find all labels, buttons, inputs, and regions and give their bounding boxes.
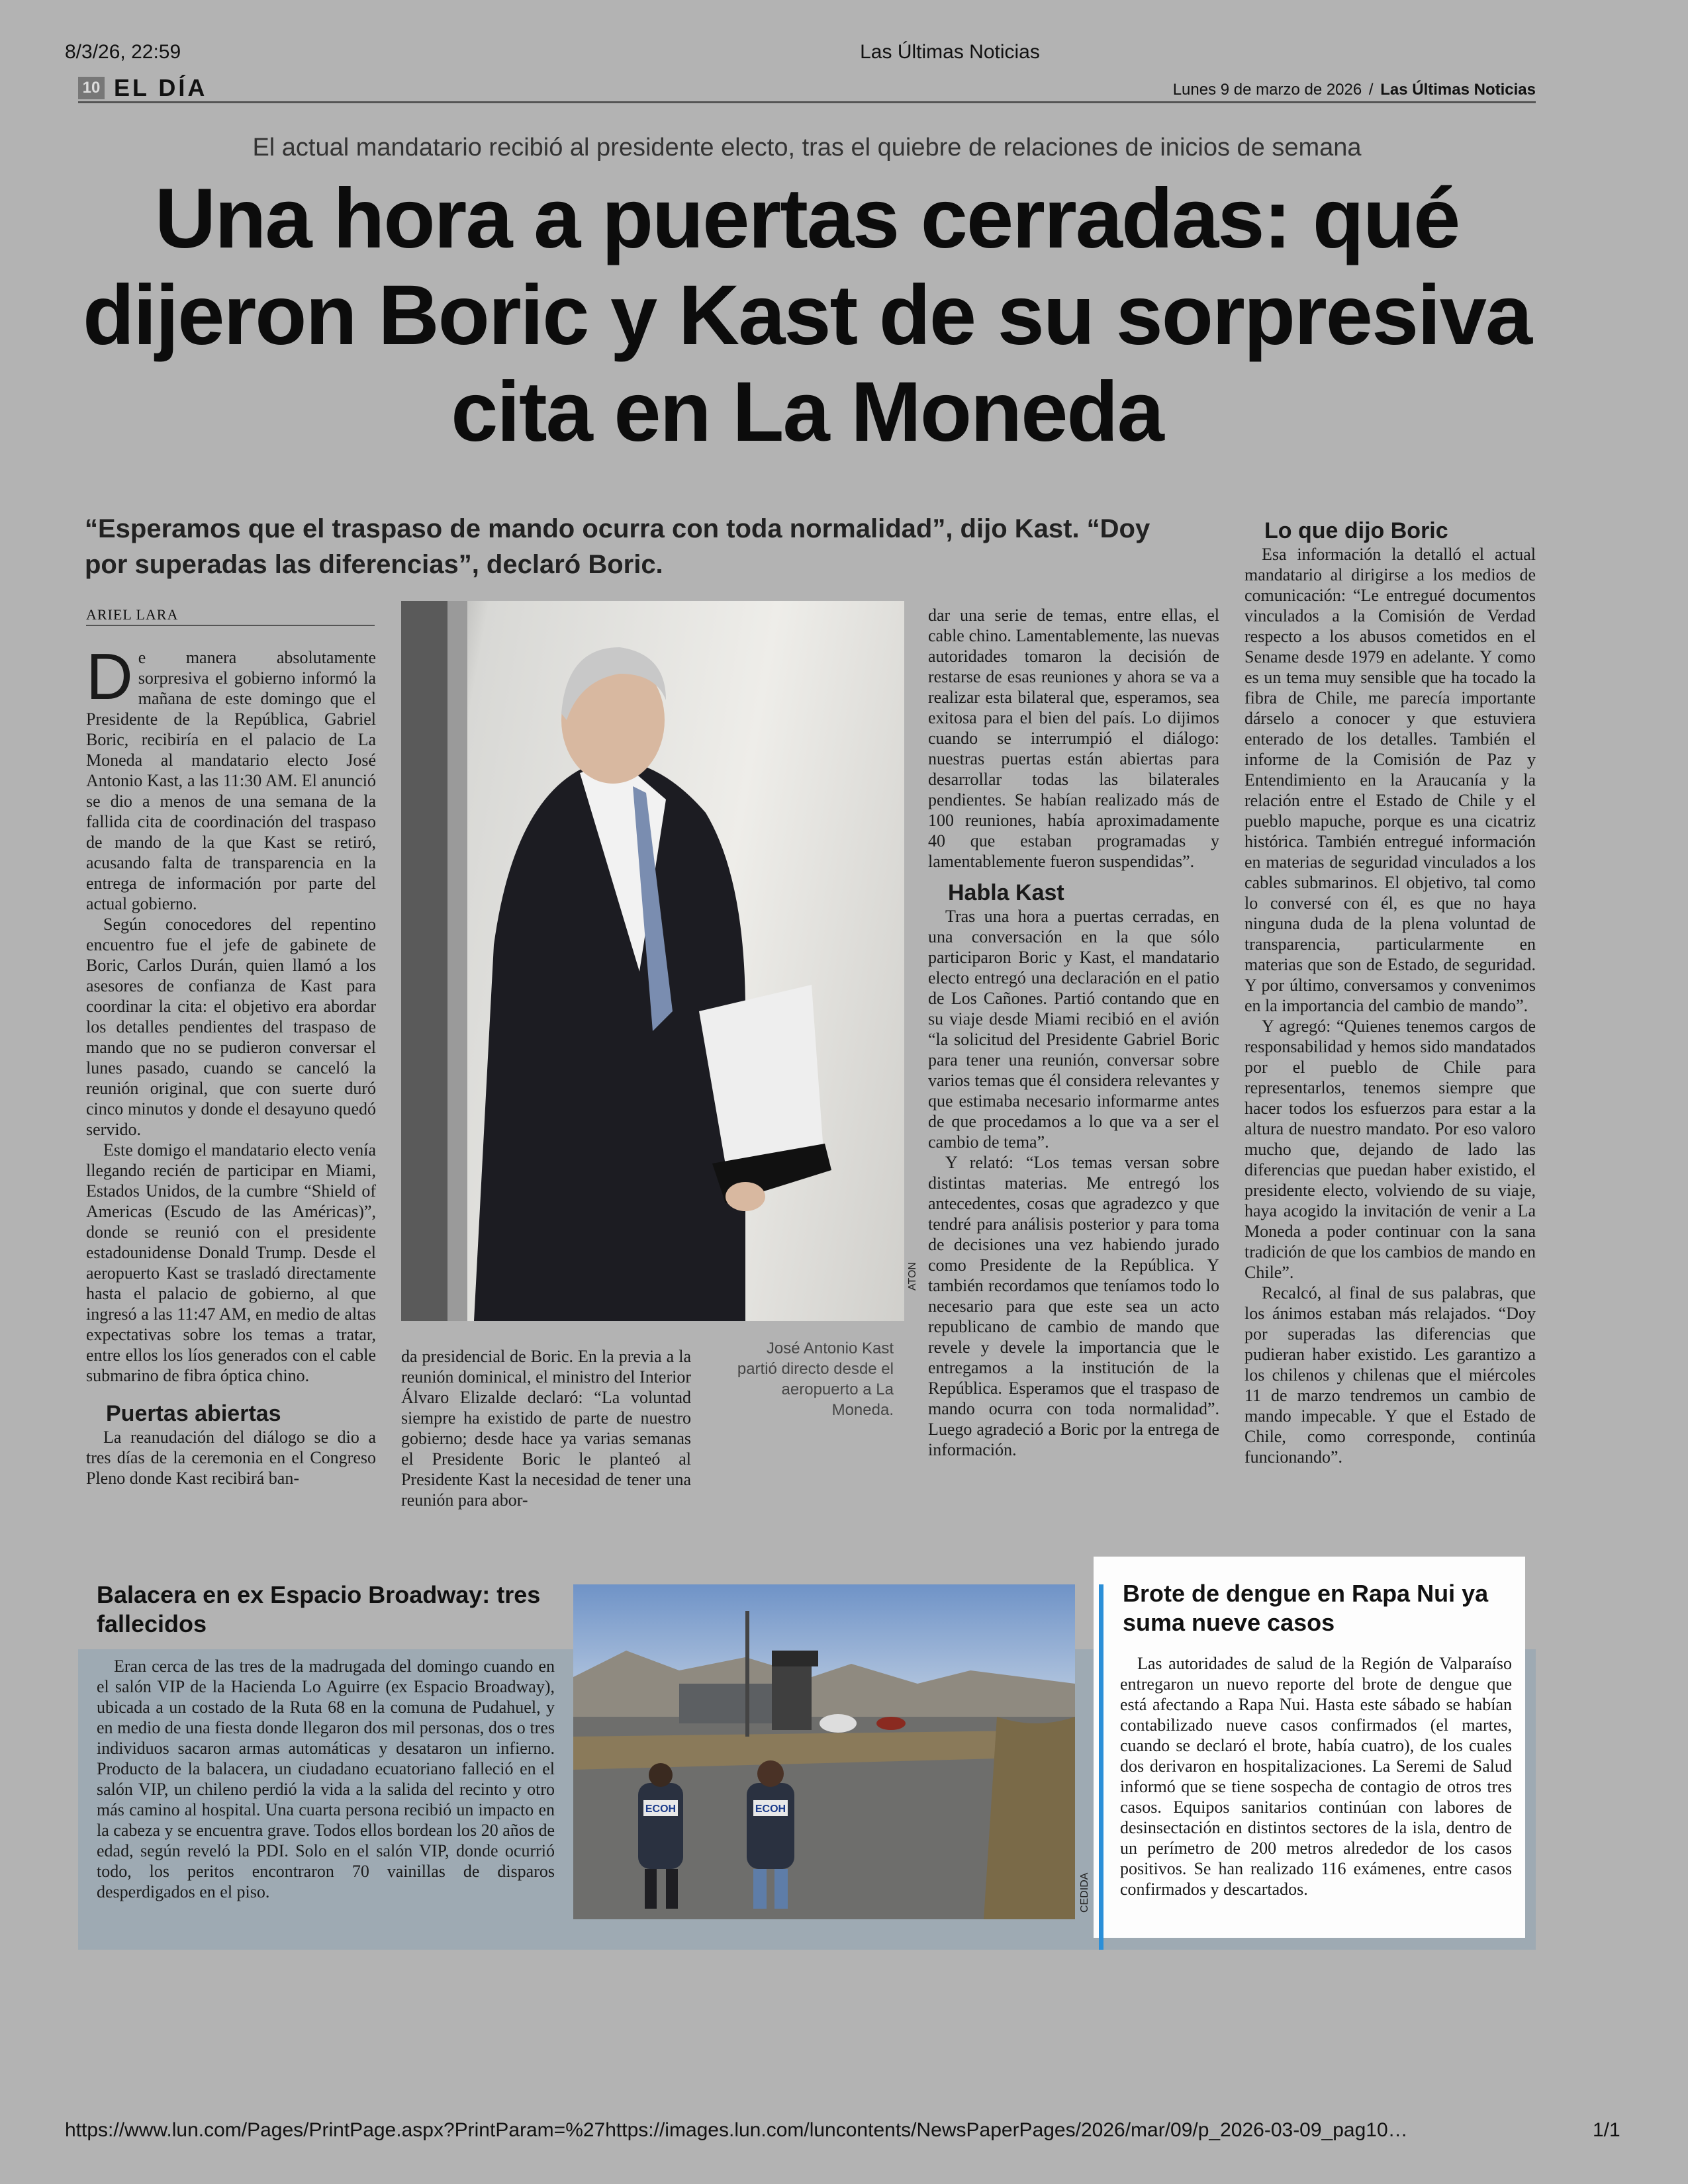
article-deck: “Esperamos que el traspaso de mando ocurra con toda normalidad”, dijo Kast. “Doy por superadas las diferencias”, declaró Boric. [85, 514, 1150, 579]
paragraph: dar una serie de temas, entre ellas, el cable chino. Lamentablemente, las nuevas autoridades tomaron la decisión de restarse de esas reuniones y ahora se va a realizar esta bilateral que, esperamos, sea exitosa para el bien del país. Lo dijimos cuando se interrumpió el diálogo: nuestras puertas están abiertas para desarrollar todas las bilaterales pendientes. Se habían realizado más de 100 reuniones, había aproximadamente 40 que estaban programadas y lamentablemente fueron suspendidas”. [928, 606, 1219, 871]
print-url: https://www.lun.com/Pages/PrintPage.aspx?PrintParam=%27https://images.lun.com/luncontents/NewsPaperPages/2026/mar/09/p_2026-03-09_pag10… [65, 2119, 1408, 2141]
brief-2-body: Las autoridades de salud de la Región de Valparaíso entregaron un nuevo reporte del brote de dengue que está afectando a Rapa Nui. Hasta este sábado se habían contabilizado nueve casos confirmados (el martes, cuando se declaró el brote, había cuatro), de los cuales dos derivaron en hospitalizaciones. La Seremi de Salud informó que se tiene sospecha de contagio de otros tres casos. Equipos sanitarios continúan con labores de desinsectación en distintos sectores de la isla, dentro de un perímetro de 200 metros alrededor de los casos positivos. Se han realizado 116 exámenes, entre casos confirmados y descartados. [1120, 1654, 1512, 1899]
brief-1-photo-credit: CEDIDA [1079, 1872, 1090, 1913]
photo-credit: ATON [907, 1262, 918, 1291]
brief-2-accent-bar [1099, 1584, 1103, 1950]
paragraph: Y agregó: “Quienes tenemos cargos de responsabilidad y hemos sido mandatados por el pueblo de Chile para representarlos, tenemos siempre que hacer todos los esfuerzos para estar a la altura de nuestro mandato. Por eso valoro mucho que, dejando de lado las diferencias que puedan haber existido, el presidente electo, volviendo de su viaje, haya acogido la invitación de venir a La Moneda a poder continuar con la sana tradición de que los cambios de mando en Chile”. [1244, 1017, 1536, 1282]
article-kicker: El actual mandatario recibió al presidente electo, tras el quiebre de relaciones de inicios de semana [252, 134, 1362, 161]
section-separator: / [1368, 81, 1374, 99]
byline-rule [86, 625, 375, 626]
dropcap: D [86, 640, 133, 713]
paragraph: Recalcó, al final de sus palabras, que los ánimos estaban más relajados. “Doy por superadas las diferencias que pudieran haber existido. Les garantizo a los chilenos y chilenas que el miércoles 11 de marzo tendremos un cambio de mando impecable. Y que el Estado de Chile, como corresponde, continúa funcionando”. [1244, 1283, 1536, 1467]
kast-photo-illustration [401, 601, 904, 1321]
crime-scene-illustration [573, 1584, 1075, 1919]
print-site-title: Las Últimas Noticias [860, 41, 1040, 63]
subhead-lo-que-dijo-boric: Lo que dijo Boric [1264, 518, 1448, 543]
paragraph: e manera absolutamente sorpresiva el gobierno informó la mañana de este domingo que el Presidente de la República, Gabriel Boric, recibiría en el palacio de La Moneda al mandatario electo José Antonio Kast, a las 11:30 AM. El anunció se dio a menos de una semana de la fallida cita de coordinación del traspaso de mando de la que Kast se retiró, acusando falta de transparencia en la entrega de información por parte del actual gobierno. [86, 648, 376, 913]
paragraph: da presidencial de Boric. En la previa a la reunión dominical, el ministro del Interior Álvaro Elizalde declaró: “La voluntad siempre ha existido de parte de nuestro gobierno; desde hace ya varias semanas el Presidente Boric le planteó al Presidente Kast la necesidad de tener una reunión para abor- [401, 1347, 691, 1510]
article-column-3 [928, 605, 1219, 1460]
article-headline: Una hora a puertas cerradas: qué dijeron Boric y Kast de su sorpresiva cita en La Moneda [82, 171, 1532, 459]
page-number: 10 [78, 77, 105, 99]
paragraph: La reanudación del diálogo se dio a tres días de la ceremonia en el Congreso Pleno donde Kast recibirá ban- [86, 1428, 376, 1488]
article-column-2 [401, 1346, 691, 1510]
print-page-count: 1/1 [1593, 2119, 1620, 2141]
vest-label: ECOH [645, 1803, 677, 1815]
brief-1-title: Balacera en ex Espacio Broadway: tres fallecidos [97, 1581, 541, 1637]
section-date-line [1173, 81, 1536, 99]
brief-1-photo [573, 1584, 1075, 1919]
paragraph: Tras una hora a puertas cerradas, en una conversación en la que sólo participaron Boric y Kast, el mandatario electo entregó una declaración en el patio de Los Cañones. Partió contando que en su viaje desde Miami recibió en el avión “la solicitud del Presidente Gabriel Boric para tener una reunión, conversar sobre varios temas que él considera relevantes y que estimaba necesario informarme antes de que procedamos a lo que va a ser el cambio de tema”. [928, 907, 1219, 1152]
newspaper-name: Las Últimas Noticias [1380, 81, 1536, 99]
section-rule [78, 101, 1536, 103]
byline: ARIEL LARA [86, 606, 179, 623]
print-datetime: 8/3/26, 22:59 [65, 41, 181, 63]
paragraph: Esa información la detalló el actual mandatario al dirigirse a los medios de comunicación: “Le entregué documentos vinculados a la Comisión de Verdad respecto a los abusos cometidos en el Sename desde 1979 en adelante. Y como es un tema muy sensible que ha tocado la fibra de Chile, me parecía importante dárselo a conocer y que estuviera enterado de los detalles. También el informe de la Comisión de Paz y Entendimiento en la Araucanía y la relación entre el Estado de Chile y el pueblo mapuche, porque es una cicatriz histórica. También entregué información en materias de seguridad vinculados a los cables submarinos. El objetivo, tal como lo conversé con él, es que no haya ninguna duda de la plena voluntad de transparencia, particularmente en materias que son de Estado, de seguridad. Y por último, conversamos y convenimos en la importancia del cambio de mando”. [1244, 545, 1536, 1015]
vest-label: ECOH [755, 1803, 786, 1815]
section-name: EL DÍA [114, 74, 208, 101]
brief-1-body: Eran cerca de las tres de la madrugada del domingo cuando en el salón VIP de la Hacienda Lo Aguirre (ex Espacio Broadway), ubicada a un costado de la Ruta 68 en la comuna de Pudahuel, y en medio de una fiesta donde llegaron dos mil personas, dos o tres individuos sacaron armas automáticas y desataron un infierno. Producto de la balacera, un ciudadano ecuatoriano falleció en el salón VIP, un chileno perdió la vida a la salida del recinto y otro más camino al hospital. Una cuarta persona recibió un impacto en la cabeza y se encuentra grave. Todos ellos bordean los 20 años de edad, según reveló la PDI. Solo en el salón VIP, donde ocurrió todo, los peritos encontraron 70 vainillas de disparos desperdigados en el piso. [97, 1657, 555, 1901]
paragraph: Este domigo el mandatario electo venía llegando recién de participar en Miami, Estados Unidos, de la cumbre “Shield of Americas (Escudo de las Américas)”, donde se reunió con el presidente estadounidense Donald Trump. Desde el aeropuerto Kast se trasladó directamente hasta el palacio de gobierno, al que ingresó a las 11:47 AM, en medio de altas expectativas sobre los temas a tratar, entre ellos los líos generados con el cable submarino de fibra óptica chino. [86, 1140, 376, 1385]
brief-2-title: Brote de dengue en Rapa Nui ya suma nueve casos [1123, 1580, 1489, 1636]
paragraph: Y relató: “Los temas versan sobre distintas materias. Me entregó los antecedentes, cosas que agradezco y que tendré para análisis posterior y para toma de decisiones una vez habiendo jurado como Presidente de la República. Y también recordamos que teníamos todo lo necesario para que este sea un acto republicano de cambio de mando que revele y devele la importancia que le entregamos a la institución de la República. Esperamos que el traspaso de mando ocurra con toda normalidad”. Luego agradeció a Boric por la entrega de información. [928, 1153, 1219, 1459]
subhead-puertas-abiertas: Puertas abiertas [106, 1401, 281, 1426]
section-date: Lunes 9 de marzo de 2026 [1172, 81, 1362, 99]
subhead-habla-kast: Habla Kast [948, 880, 1064, 905]
brief-1-body-column [97, 1656, 555, 1902]
paragraph: Según conocedores del repentino encuentro fue el jefe de gabinete de Boric, Carlos Durán, quien llamó a los asesores de confianza de Kast para coordinar la cita: el objetivo era abordar los detalles pendientes del traspaso de mando que no se pudieron conversar el lunes pasado, cuando se canceló la reunión original, que con suerte duró cinco minutos y donde el desayuno quedó servido. [86, 915, 376, 1139]
photo-caption: José Antonio Kast partió directo desde el aeropuerto a La Moneda. [737, 1340, 894, 1419]
main-photo [401, 601, 904, 1321]
article-column-1 [86, 640, 376, 1488]
article-column-4 [1244, 518, 1536, 1467]
brief-2-body-column [1120, 1653, 1512, 1899]
